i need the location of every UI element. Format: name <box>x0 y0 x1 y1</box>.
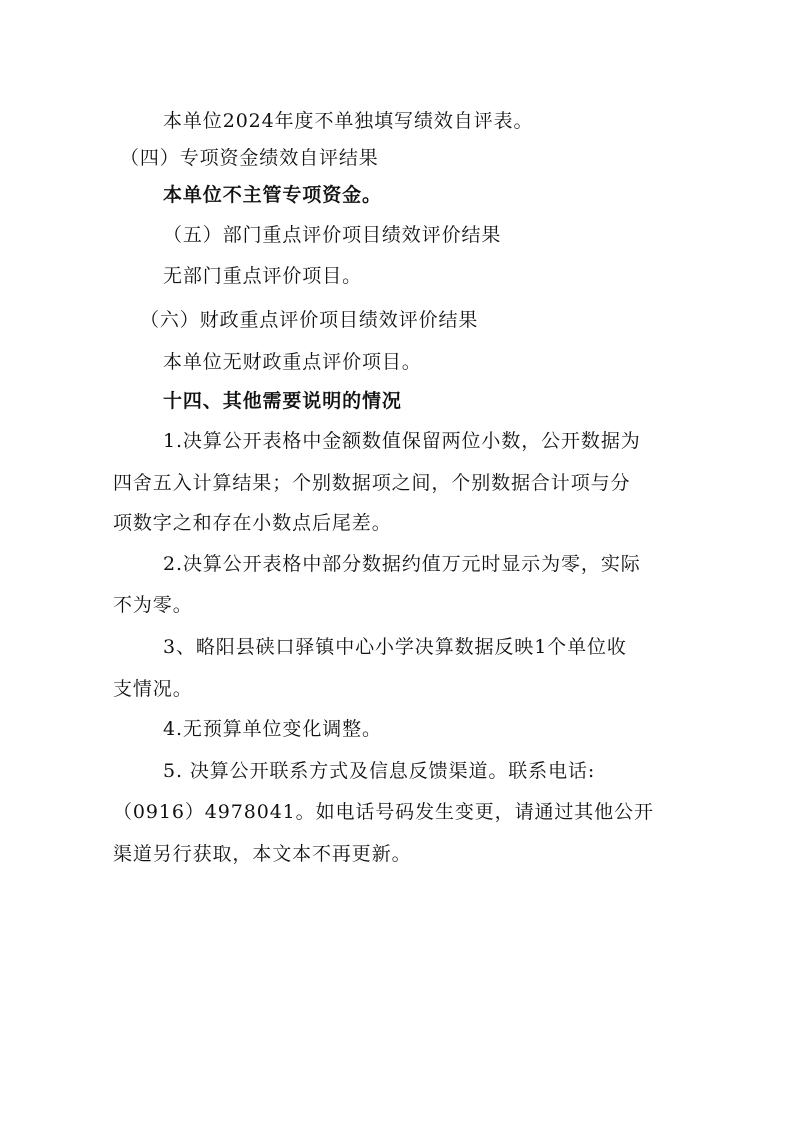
note-1-line-3: 项数字之和存在小数点后尾差。 <box>113 512 392 534</box>
heading-department-key-evaluation: （五）部门重点评价项目绩效评价结果 <box>163 224 502 246</box>
note-5-line-1: 5. 决算公开联系方式及信息反馈渠道。联系电话: <box>163 760 596 782</box>
note-1-line-1: 1.决算公开表格中金额数值保留两位小数，公开数据为 <box>163 430 641 452</box>
paragraph-finance-key-evaluation: 本单位无财政重点评价项目。 <box>163 351 422 373</box>
paragraph-department-key-evaluation: 无部门重点评价项目。 <box>163 265 363 287</box>
heading-finance-key-evaluation: （六）财政重点评价项目绩效评价结果 <box>140 309 479 331</box>
note-5-line-3: 渠道另行获取，本文本不再更新。 <box>113 843 412 865</box>
heading-other-notes: 十四、其他需要说明的情况 <box>163 390 402 412</box>
note-5-line-2: （0916）4978041。如电话号码发生变更，请通过其他公开 <box>113 801 654 823</box>
note-3-line-1: 3、略阳县硖口驿镇中心小学决算数据反映1个单位收 <box>163 636 627 658</box>
note-4: 4.无预算单位变化调整。 <box>163 718 382 740</box>
paragraph-special-funds: 本单位不主管专项资金。 <box>163 184 382 206</box>
heading-special-funds: （四）专项资金绩效自评结果 <box>120 147 379 169</box>
note-2-line-1: 2.决算公开表格中部分数据约值万元时显示为零，实际 <box>163 553 641 575</box>
note-3-line-2: 支情况。 <box>113 678 193 700</box>
note-1-line-2: 四舍五入计算结果；个别数据项之间，个别数据合计项与分 <box>113 472 631 494</box>
note-2-line-2: 不为零。 <box>113 594 193 616</box>
paragraph-self-evaluation-note: 本单位2024年度不单独填写绩效自评表。 <box>163 110 534 132</box>
